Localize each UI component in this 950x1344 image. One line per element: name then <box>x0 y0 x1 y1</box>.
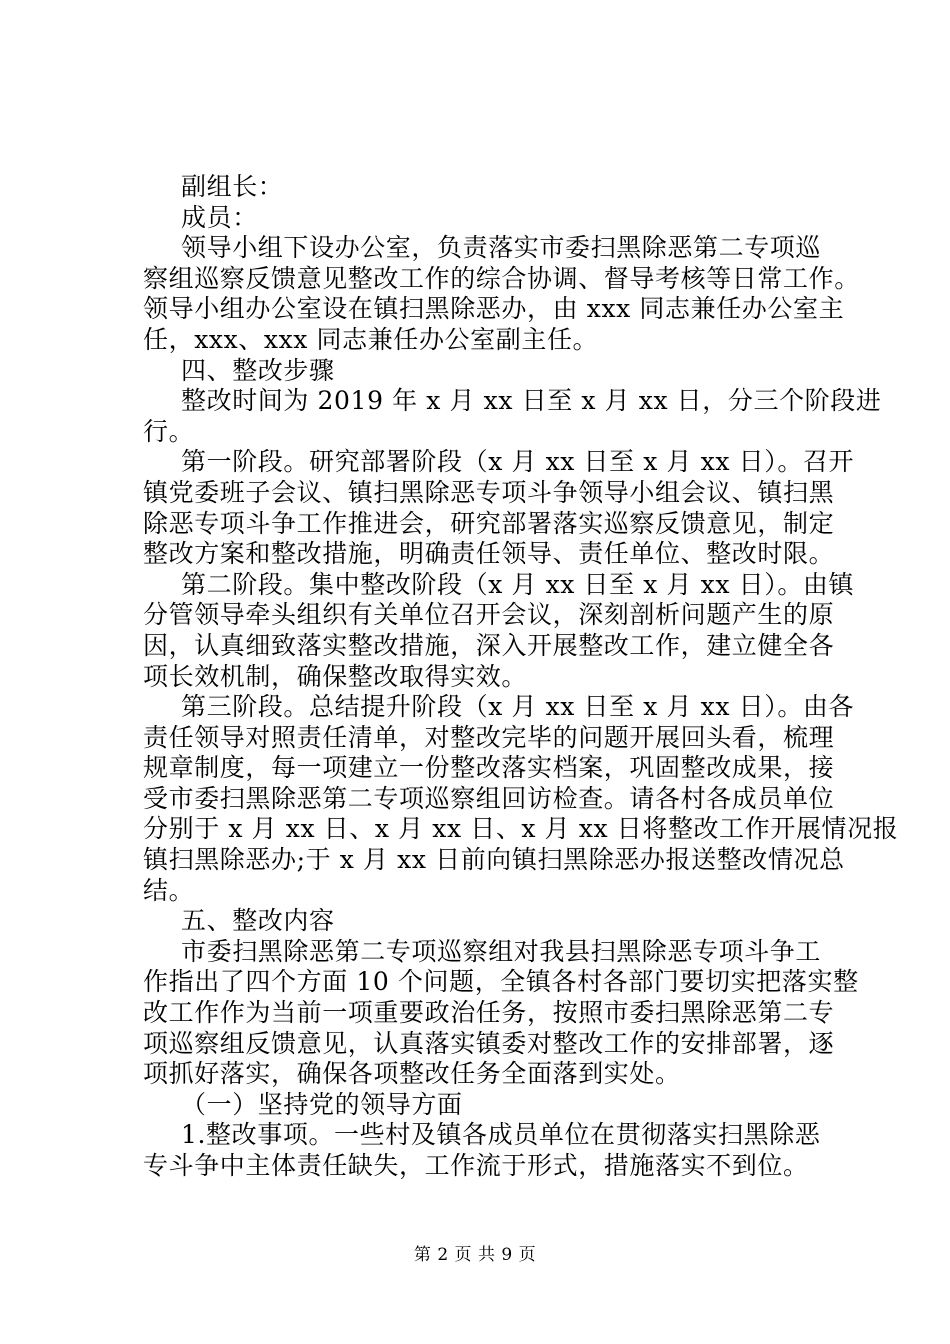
text-line: 成员： <box>181 202 258 232</box>
text-line: 领导小组办公室设在镇扫黑除恶办，由 xxx 同志兼任办公室主 <box>143 294 845 324</box>
text-line: 四、整改步骤 <box>181 355 335 385</box>
text-line: 项巡察组反馈意见，认真落实镇委对整改工作的安排部署，逐 <box>143 1028 835 1058</box>
text-line: 五、整改内容 <box>181 906 335 936</box>
text-line: 结。 <box>143 875 195 905</box>
text-line: 第二阶段。集中整改阶段（x 月 xx 日至 x 月 xx 日）。由镇 <box>181 569 855 599</box>
text-line: 任，xxx、xxx 同志兼任办公室副主任。 <box>143 324 599 354</box>
text-line: 察组巡察反馈意见整改工作的综合协调、督导考核等日常工作。 <box>143 263 860 293</box>
text-line: 镇扫黑除恶办;于 x 月 xx 日前向镇扫黑除恶办报送整改情况总 <box>143 845 845 875</box>
text-line: 副组长： <box>181 172 284 201</box>
text-line: 作指出了四个方面 10 个问题，全镇各村各部门要切实把落实整 <box>143 967 859 997</box>
text-line: 项长效机制，确保整改取得实效。 <box>143 661 528 691</box>
text-line: 第三阶段。总结提升阶段（x 月 xx 日至 x 月 xx 日）。由各 <box>181 692 855 722</box>
text-line: 受市委扫黑除恶第二专项巡察组回访检查。请各村各成员单位 <box>143 783 835 813</box>
text-line: 专斗争中主体责任缺失，工作流于形式，措施落实不到位。 <box>143 1151 809 1180</box>
text-line: 整改时间为 2019 年 x 月 xx 日至 x 月 xx 日，分三个阶段进 <box>181 386 882 416</box>
text-line: 改工作作为当前一项重要政治任务，按照市委扫黑除恶第二专 <box>143 998 835 1028</box>
text-line: 责任领导对照责任清单，对整改完毕的问题开展回头看，梳理 <box>143 722 835 752</box>
text-line: 市委扫黑除恶第二专项巡察组对我县扫黑除恶专项斗争工 <box>181 936 822 966</box>
text-line: 因，认真细致落实整改措施，深入开展整改工作，建立健全各 <box>143 630 835 660</box>
document-body <box>143 172 899 1182</box>
text-line: 行。 <box>143 416 195 446</box>
text-line: 镇党委班子会议、镇扫黑除恶专项斗争领导小组会议、镇扫黑 <box>143 477 835 507</box>
text-line: 规章制度，每一项建立一份整改落实档案，巩固整改成果，接 <box>143 753 835 783</box>
text-line: 整改方案和整改措施，明确责任领导、责任单位、整改时限。 <box>143 539 835 569</box>
text-line: 领导小组下设办公室，负责落实市委扫黑除恶第二专项巡 <box>181 233 822 263</box>
text-line: 分别于 x 月 xx 日、x 月 xx 日、x 月 xx 日将整改工作开展情况报 <box>143 814 899 844</box>
text-line: 除恶专项斗争工作推进会，研究部署落实巡察反馈意见，制定 <box>143 508 835 538</box>
page-footer: 第 2 页 共 9 页 <box>413 1245 537 1265</box>
text-line: （一）坚持党的领导方面 <box>181 1089 463 1119</box>
text-line: 第一阶段。研究部署阶段（x 月 xx 日至 x 月 xx 日）。召开 <box>181 447 855 477</box>
text-line: 分管领导牵头组织有关单位召开会议，深刻剖析问题产生的原 <box>143 600 835 630</box>
text-line: 1.整改事项。一些村及镇各成员单位在贯彻落实扫黑除恶 <box>181 1120 821 1150</box>
text-line: 项抓好落实，确保各项整改任务全面落到实处。 <box>143 1059 681 1089</box>
